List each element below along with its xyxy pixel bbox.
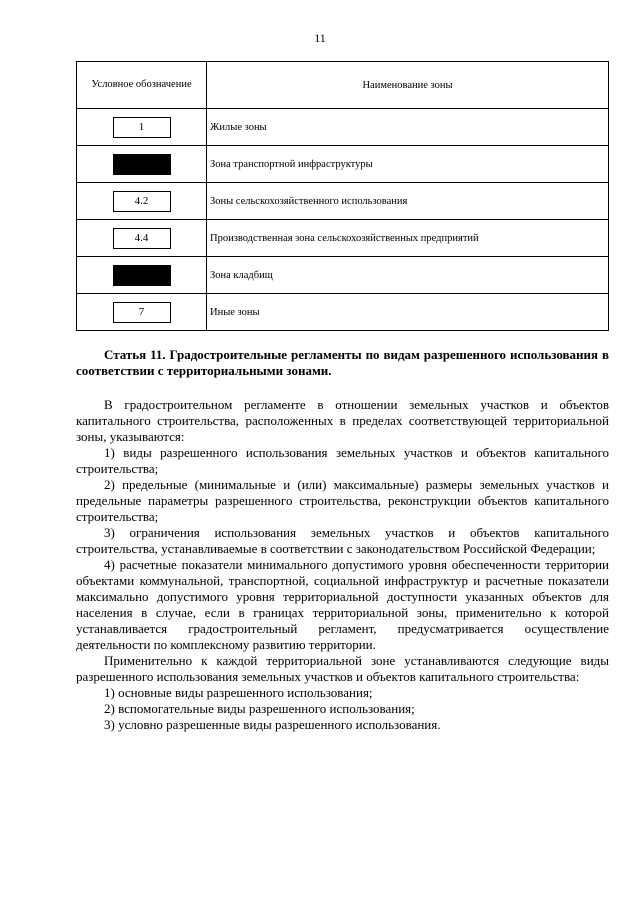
zone-name: Зона кладбищ <box>207 257 609 294</box>
table-row <box>77 183 609 220</box>
zone-name: Зоны сельскохозяйственного использования <box>207 183 609 220</box>
zone-symbol: 7 <box>113 302 171 323</box>
zone-symbol: 4.2 <box>113 191 171 212</box>
zone-name: Производственная зона сельскохозяйственных предприятий <box>207 220 609 257</box>
zone-symbol-filled <box>113 154 171 175</box>
zone-symbol: 1 <box>113 117 171 138</box>
paragraph: В градостроительном регламенте в отношении земельных участков и объектов капитального строительства, расположенных в пределах соответствующей территориальной зоны, указываются: <box>76 397 609 444</box>
table-header-row <box>77 62 609 109</box>
paragraph: 3) ограничения использования земельных участков и объектов капитального строительства, устанавливаемые в соответствии с законодательством Российской Федерации; <box>76 525 609 556</box>
paragraph: 2) вспомогательные виды разрешенного использования; <box>104 701 415 716</box>
paragraph: 2) предельные (минимальные и (или) максимальные) размеры земельных участков и предельные параметры разрешенного строительства, реконструкции объектов капитального строительства; <box>76 477 609 524</box>
paragraph: 4) расчетные показатели минимального допустимого уровня обеспеченности территории объектами коммунальной, транспортной, социальной инфраструктур и расчетные показатели максимально допустимого уровня территориальной доступности указанных объектов для населения в случае, если в границах территориальной зоны, применительно к которой устанавливается градостроительный регламент, предусматривается осуществление деятельности по комплексному развитию территории. <box>76 557 609 652</box>
paragraph: Применительно к каждой территориальной зоне устанавливаются следующие виды разрешенного использования земельных участков и объектов капитального строительства: <box>76 653 609 684</box>
table-row <box>77 146 609 183</box>
zone-name: Иные зоны <box>207 294 609 331</box>
paragraph: 1) основные виды разрешенного использования; <box>104 685 373 700</box>
article-11 <box>76 347 609 733</box>
zone-symbol: 4.4 <box>113 228 171 249</box>
page-number: 11 <box>314 31 326 45</box>
table-row <box>77 220 609 257</box>
zone-symbol-filled <box>113 265 171 286</box>
paragraph: 3) условно разрешенные виды разрешенного использования. <box>104 717 441 732</box>
header-symbol: Условное обозначение <box>77 62 207 109</box>
header-zone-name: Наименование зоны <box>207 62 609 109</box>
article-heading: Статья 11. Градостроительные регламенты по видам разрешенного использования в соответствии с территориальными зонами. <box>76 347 609 378</box>
zones-legend-table <box>76 61 609 331</box>
table-row <box>77 257 609 294</box>
table-row <box>77 294 609 331</box>
zone-name: Жилые зоны <box>207 109 609 146</box>
zone-name: Зона транспортной инфраструктуры <box>207 146 609 183</box>
table-row <box>77 109 609 146</box>
paragraph: 1) виды разрешенного использования земельных участков и объектов капитального строительства; <box>76 445 609 476</box>
